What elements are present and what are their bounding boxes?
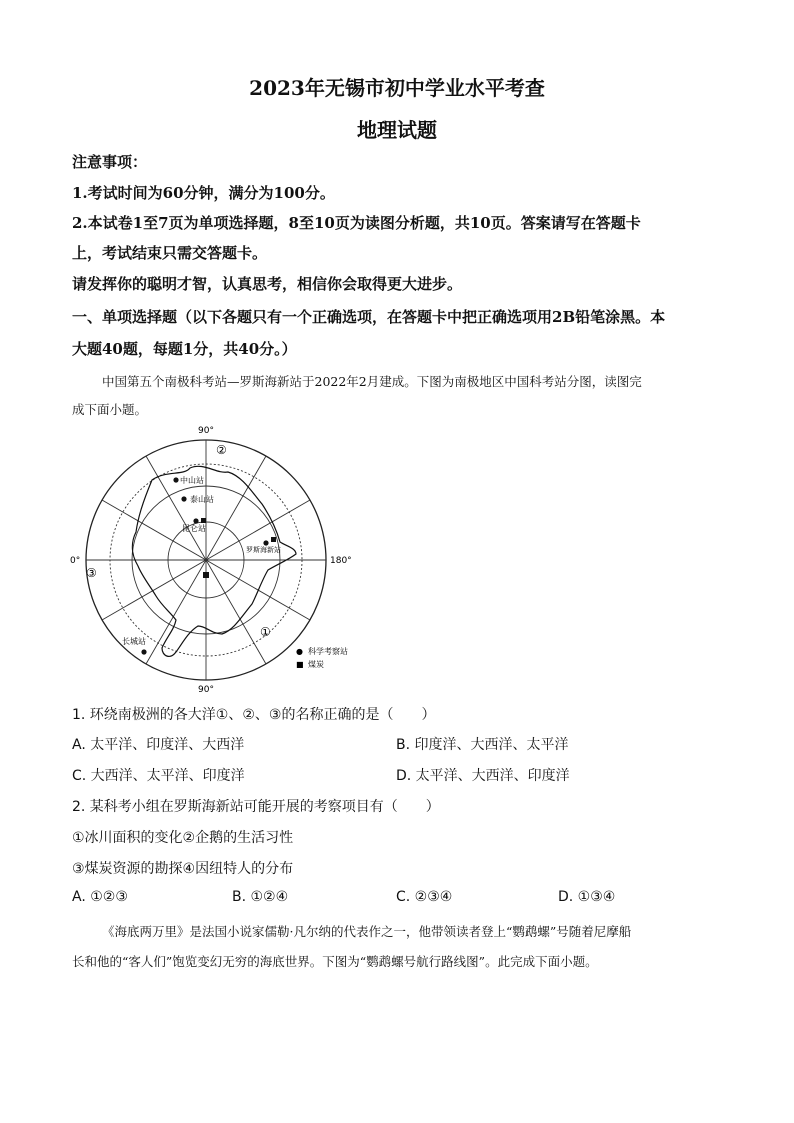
central-coal-icon [203, 572, 209, 578]
label-left: 0° [70, 556, 81, 566]
question-2-option-d: D. ①③④ [558, 889, 616, 905]
zhongshan-label: 中山站 [180, 476, 204, 485]
note-item-2-line-1: 2.本试卷1至7页为单项选择题，8至10页为读图分析题，共10页。答案请写在答题卡 [72, 214, 641, 232]
note-item-2-line-2: 上，考试结束只需交答题卡。 [72, 244, 268, 262]
question-2-items-line-1: ①冰川面积的变化②企鹅的生活习性 [72, 830, 294, 846]
label-top: 90° [198, 426, 214, 436]
intro-1-line-1: 中国第五个南极科考站—罗斯海新站于2022年2月建成。下图为南极地区中国科考站分图，读图完 [102, 374, 642, 389]
kunlun-label: 昆仑站 [182, 524, 206, 533]
label-bottom: 90° [198, 685, 214, 695]
taishan-label: 泰山站 [190, 495, 214, 504]
question-2-option-a: A. ①②③ [72, 889, 128, 905]
question-2-items-line-2: ③煤炭资源的勘探④因纽特人的分布 [72, 861, 294, 877]
ocean-2-label: ② [216, 443, 227, 457]
legend-station-symbol: ● [296, 647, 303, 656]
antarctica-map [66, 420, 366, 700]
legend-coal-symbol: ■ [296, 660, 304, 669]
rossnew-label: 罗斯海新站 [246, 546, 281, 554]
question-1-option-a: A. 太平洋、印度洋、大西洋 [72, 737, 245, 753]
question-1-option-c: C. 大西洋、太平洋、印度洋 [72, 768, 245, 784]
label-right: 180° [330, 556, 352, 566]
legend-station-label: 科学考察站 [308, 647, 348, 656]
page-title: 2023年无锡市初中学业水平考查 [249, 76, 545, 100]
changcheng-station-icon [141, 649, 146, 654]
page-subtitle: 地理试题 [357, 118, 437, 142]
kunlun-coal-icon [201, 518, 206, 523]
antarctica-coastline [132, 466, 296, 656]
section-heading-line-1: 一、单项选择题（以下各题只有一个正确选项，在答题卡中把正确选项用2B铅笔涂黑。本 [72, 308, 666, 326]
intro-2-line-2: 长和他的“客人们”饱览变幻无穷的海底世界。下图为“鹦鹉螺号航行路线图”。此完成下面小题。 [72, 954, 598, 969]
rossnew-station-icon [263, 540, 268, 545]
question-1-stem: 1. 环绕南极洲的各大洋①、②、③的名称正确的是（ ） [72, 707, 436, 723]
section-heading-line-2: 大题40题，每题1分，共40分。） [72, 340, 297, 358]
taishan-station-icon [181, 496, 186, 501]
question-1-option-d: D. 太平洋、大西洋、印度洋 [396, 768, 570, 784]
legend-coal-label: 煤炭 [308, 660, 324, 669]
ross-coal-icon [271, 537, 276, 542]
question-2-option-c: C. ②③④ [396, 889, 453, 905]
changcheng-label: 长城站 [122, 637, 146, 646]
question-2-stem: 2. 某科考小组在罗斯海新站可能开展的考察项目有（ ） [72, 799, 440, 815]
ocean-3-label: ③ [86, 566, 97, 580]
zhongshan-station-icon [173, 477, 178, 482]
encourage-text: 请发挥你的聪明才智，认真思考，相信你会取得更大进步。 [72, 275, 463, 293]
kunlun-station-icon [193, 518, 198, 523]
intro-1-line-2: 成下面小题。 [72, 402, 148, 417]
intro-2-line-1: 《海底两万里》是法国小说家儒勒·凡尔纳的代表作之一，他带领读者登上“鹦鹉螺”号随着尼摩船 [102, 924, 632, 939]
question-2-option-b: B. ①②④ [232, 889, 289, 905]
question-1-option-b: B. 印度洋、大西洋、太平洋 [396, 737, 569, 753]
ocean-1-label: ① [260, 625, 271, 639]
notes-heading: 注意事项： [72, 153, 148, 171]
note-item-1: 1.考试时间为60分钟，满分为100分。 [72, 184, 335, 202]
